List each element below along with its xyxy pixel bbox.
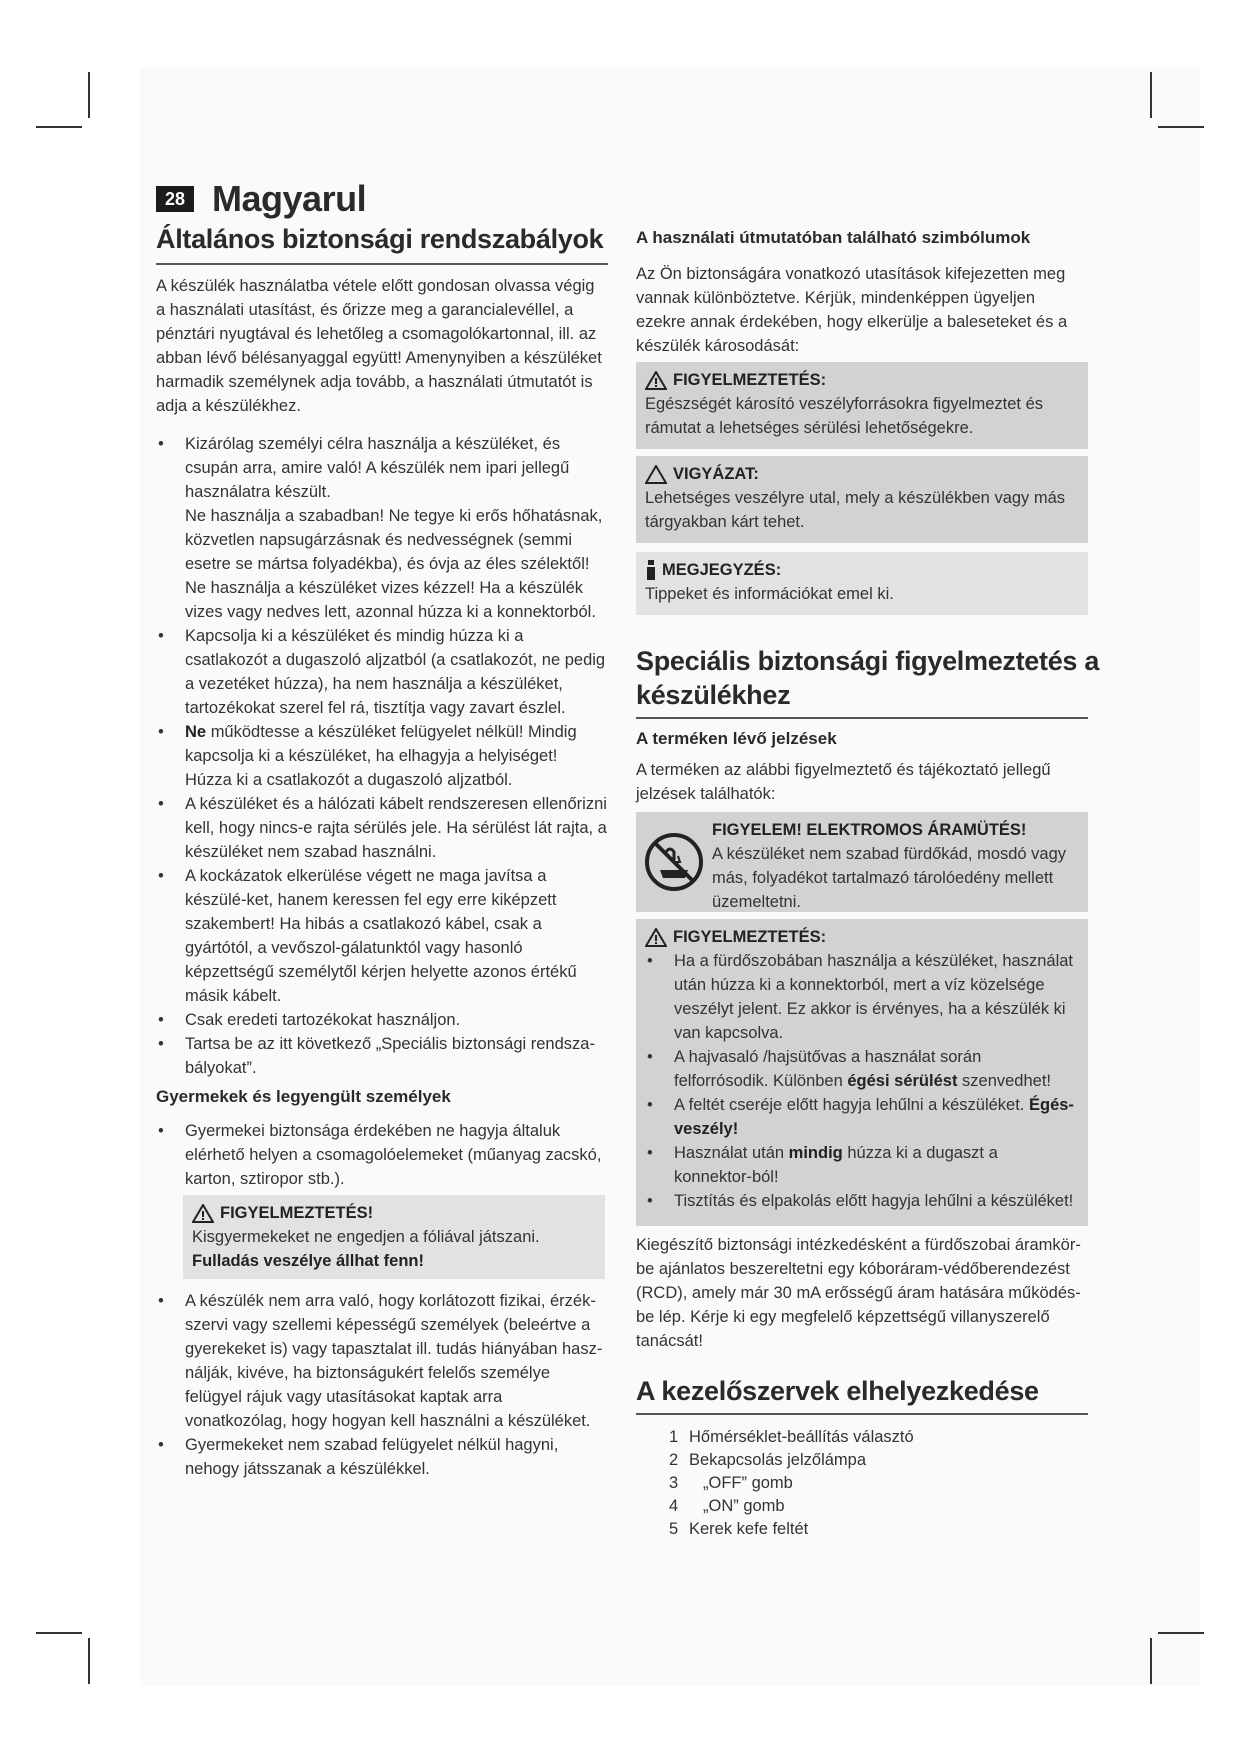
electric-shock-box <box>636 812 1088 912</box>
symbol-box-header <box>645 558 1079 582</box>
warning-box-foil <box>183 1195 605 1279</box>
list-item-text: húzza ki a dugaszt a konnektor-ból! <box>674 1144 998 1186</box>
crop-mark <box>1150 1638 1152 1684</box>
crop-mark <box>88 1638 90 1684</box>
section-title-special-2: készülékhez <box>636 680 791 710</box>
list-item <box>669 1495 1069 1518</box>
list-item: • Tartsa be az itt következő „Speciális biztonsági rendsza-bályokat”. <box>156 1032 608 1080</box>
item-number: 2 <box>669 1451 679 1469</box>
bold-word: Ne <box>185 723 207 741</box>
symbol-box-note <box>636 552 1088 615</box>
warning-box-title: FIGYELMEZTETÉS! <box>220 1204 374 1222</box>
crop-mark <box>1150 72 1152 118</box>
crop-mark <box>36 126 82 128</box>
page-header <box>156 178 366 220</box>
crop-mark <box>1158 1632 1204 1634</box>
symbol-box-text: Lehetséges veszélyre utal, mely a készülékben vagy más tárgyakban kárt tehet. <box>645 489 1066 531</box>
symbol-box-warning <box>636 362 1088 449</box>
symbol-box-caution <box>636 456 1088 543</box>
list-item-text: szenvedhet! <box>962 1072 1052 1090</box>
list-item: • A készüléket és a hálózati kábelt rendszeresen ellenőrizni kell, hogy nincs-e rajta sérülés jele. Ha sérülést lát rajta, a készüléket nem szabad használni. <box>156 792 608 864</box>
warning-box-bold-text: Fulladás veszélye állhat fenn! <box>192 1252 424 1270</box>
intro-paragraph: A készülék használatba vétele előtt gondosan olvassa végig a használati utasítást, és őrizze meg a garancialevéllel, a pénztári nyugtával és lehetőleg a csomagolókartonnal, ill. az abban lévő bélésanyaggal együtt! Amenynyiben a készüléket harmadik személynek adja tovább, a használati útmutatót is adja a készülékhez. <box>156 277 602 415</box>
list-item: • A kockázatok elkerülése végett ne maga javítsa a készülé-ket, hanem keressen fel egy erre kiképzett szakembert! Ha hibás a csatlakozó kábel, csak a gyártótól, a vevőszol-gálatunktól vagy hasonló képzettségű személytől kérjen helyette azonos értékű másik kábelt. <box>156 864 608 1008</box>
caution-triangle-icon <box>645 465 667 484</box>
list-item: • Ha a fürdőszobában használja a készüléket, használat után húzza ki a konnektorból, mert a víz közelsége veszélyt jelent. Ez akkor is érvényes, ha a készülék ki van kapcsolva. <box>645 949 1079 1045</box>
section-title-controls: A kezelőszervek elhelyezkedése <box>636 1376 1039 1406</box>
section-rule <box>636 1413 1088 1415</box>
list-item-text: A hajvasaló /hajsütővas a használat során felforrósodik. Különben <box>674 1048 982 1090</box>
children-bullet-list <box>156 1119 608 1191</box>
bold-phrase: mindig <box>788 1144 843 1162</box>
symbols-heading: A használati útmutatóban található szimbólumok <box>636 228 1031 247</box>
list-item: • Tisztítás és elpakolás előtt hagyja lehűlni a készüléket! <box>645 1189 1079 1213</box>
item-number: 3 <box>669 1474 679 1492</box>
warning-triangle-icon <box>192 1204 214 1223</box>
list-item <box>669 1518 1069 1541</box>
crop-mark <box>36 1632 82 1634</box>
list-item: • A készülék nem arra való, hogy korlátozott fizikai, érzék-szervi vagy szellemi képességű személyek (beleértve a gyerekeket is) vagy tapasztalat ill. tudás hiányában hasz-nálják, kivéve, ha biztonságukért felelős személye felügyel rájuk vagy utasításokat kaptak arra vonatkozólag, hogy hogyan kell használni a készüléket. <box>156 1289 608 1433</box>
bold-phrase: Égés-veszély! <box>674 1096 1074 1138</box>
list-item: • Kizárólag személyi célra használja a készüléket, és csupán arra, amire való! A készülék nem ipari jellegű használatra készült. <box>156 432 608 504</box>
list-item: • Gyermekei biztonsága érdekében ne hagyja általuk elérhető helyen a csomagolóelemeket (műanyag zacskó, karton, sztiropor stb.). <box>156 1119 608 1191</box>
list-item: • Kapcsolja ki a készüléket és mindig húzza ki a csatlakozót a dugaszoló aljzatból (a csatlakozót, ne pedig a vezetéket húzza), ha nem használja a készüléket, tartozékokat szerel fel rá, tisztítja vagy zavart észlel. <box>156 624 608 720</box>
crop-mark <box>1158 126 1204 128</box>
bathroom-warning-list <box>645 949 1079 1213</box>
symbol-box-title: FIGYELMEZTETÉS: <box>673 371 827 389</box>
section-rule <box>156 263 608 265</box>
item-number: 1 <box>669 1428 679 1446</box>
list-item <box>645 1093 1079 1141</box>
safety-bullet-list <box>156 432 608 1080</box>
marks-heading: A terméken lévő jelzések <box>636 729 837 748</box>
symbol-box-header <box>645 368 1079 392</box>
list-item-text: A feltét cseréje előtt hagyja lehűlni a készüléket. <box>674 1096 1025 1114</box>
section-title-general-safety: Általános biztonsági rendszabályok <box>156 224 604 254</box>
info-icon <box>645 560 656 580</box>
item-number: 4 <box>669 1497 679 1515</box>
list-item-text: működtesse a készüléket felügyelet nélkül! Mindig kapcsolja ki a készüléket, ha elhagyja a helyiséget! Húzza ki a csatlakozót a dugaszoló aljzatból. <box>185 723 577 789</box>
no-bath-warning-icon <box>644 832 704 892</box>
list-item <box>156 720 608 792</box>
page-number: 28 <box>156 186 194 212</box>
warning-box-header <box>192 1201 596 1225</box>
item-number: 5 <box>669 1520 679 1538</box>
list-item: • Gyermekeket nem szabad felügyelet nélkül hagyni, nehogy játsszanak a készülékkel. <box>156 1433 608 1481</box>
symbol-box-title: MEGJEGYZÉS: <box>662 561 782 579</box>
crop-mark <box>88 72 90 118</box>
item-label: „OFF” gomb <box>703 1474 793 1492</box>
children-bullet-list-2 <box>156 1289 608 1481</box>
section-title-special-1: Speciális biztonsági figyelmeztetés a <box>636 646 1100 676</box>
bathroom-warning-box <box>636 919 1088 1226</box>
list-item <box>669 1449 1069 1472</box>
list-item-text: Használat után <box>674 1144 785 1162</box>
section-rule <box>636 717 1088 719</box>
warning-triangle-icon <box>645 371 667 390</box>
rcd-paragraph: Kiegészítő biztonsági intézkedésként a fürdőszobai áramkör-be ajánlatos beszereltetni egy kóboráram-védőberendezést (RCD), amely már 30 mA erősségű áram hatására működés-be lép. Kérje ki egy megfelelő képzettségű villanyszerelő tanácsát! <box>636 1236 1081 1350</box>
symbols-intro: Az Ön biztonságára vonatkozó utasítások kifejezetten meg vannak különböztetve. Kérjük, mindenképpen ügyeljen ezekre annak érdekében, hogy elkerülje a baleseteket és a készülék károsodását: <box>636 265 1068 355</box>
symbol-box-title: VIGYÁZAT: <box>673 465 759 483</box>
children-heading: Gyermekek és legyengült személyek <box>156 1087 451 1106</box>
item-label: Kerek kefe feltét <box>689 1520 809 1538</box>
symbol-box-text: Egészségét károsító veszélyforrásokra figyelmeztet és rámutat a lehetséges sérülési lehetőségekre. <box>645 395 1044 437</box>
item-label: Bekapcsolás jelzőlámpa <box>689 1451 867 1469</box>
symbol-box-header <box>645 462 1079 486</box>
list-item <box>669 1472 1069 1495</box>
symbol-box-text: Tippeket és információkat emel ki. <box>645 585 894 603</box>
item-label: Hőmérséklet-beállítás választó <box>689 1428 914 1446</box>
bold-phrase: égési sérülést <box>847 1072 958 1090</box>
warning-triangle-icon <box>645 928 667 947</box>
electric-box-title: FIGYELEM! ELEKTROMOS ÁRAMÜTÉS! <box>712 821 1027 839</box>
list-item <box>645 1045 1079 1093</box>
list-item: Ne használja a szabadban! Ne tegye ki erős hőhatásnak, közvetlen napsugárzásnak és nedvességnek (semmi esetre se mártsa folyadékba), és óvja az éles szélektől! Ne használja a készüléket vizes kézzel! Ha a készülék vizes vagy nedves lett, azonnal húzza ki a konnektorból. <box>185 507 603 621</box>
warning-box-text: Kisgyermekeket ne engedjen a fóliával játszani. <box>192 1228 540 1246</box>
warning-box-title: FIGYELMEZTETÉS: <box>673 928 827 946</box>
marks-intro: A terméken az alábbi figyelmeztető és tájékoztató jellegű jelzések találhatók: <box>636 761 1051 803</box>
electric-box-text: A készüléket nem szabad fürdőkád, mosdó vagy más, folyadékot tartalmazó tárolóedény mellett üzemeltetni. <box>712 845 1067 911</box>
list-item <box>669 1426 1069 1449</box>
list-item <box>645 1141 1079 1189</box>
list-item: • Csak eredeti tartozékokat használjon. <box>156 1008 608 1032</box>
controls-list <box>669 1426 1069 1541</box>
warning-box-header <box>645 925 1079 949</box>
item-label: „ON” gomb <box>703 1497 785 1515</box>
language-title: Magyarul <box>212 178 367 219</box>
